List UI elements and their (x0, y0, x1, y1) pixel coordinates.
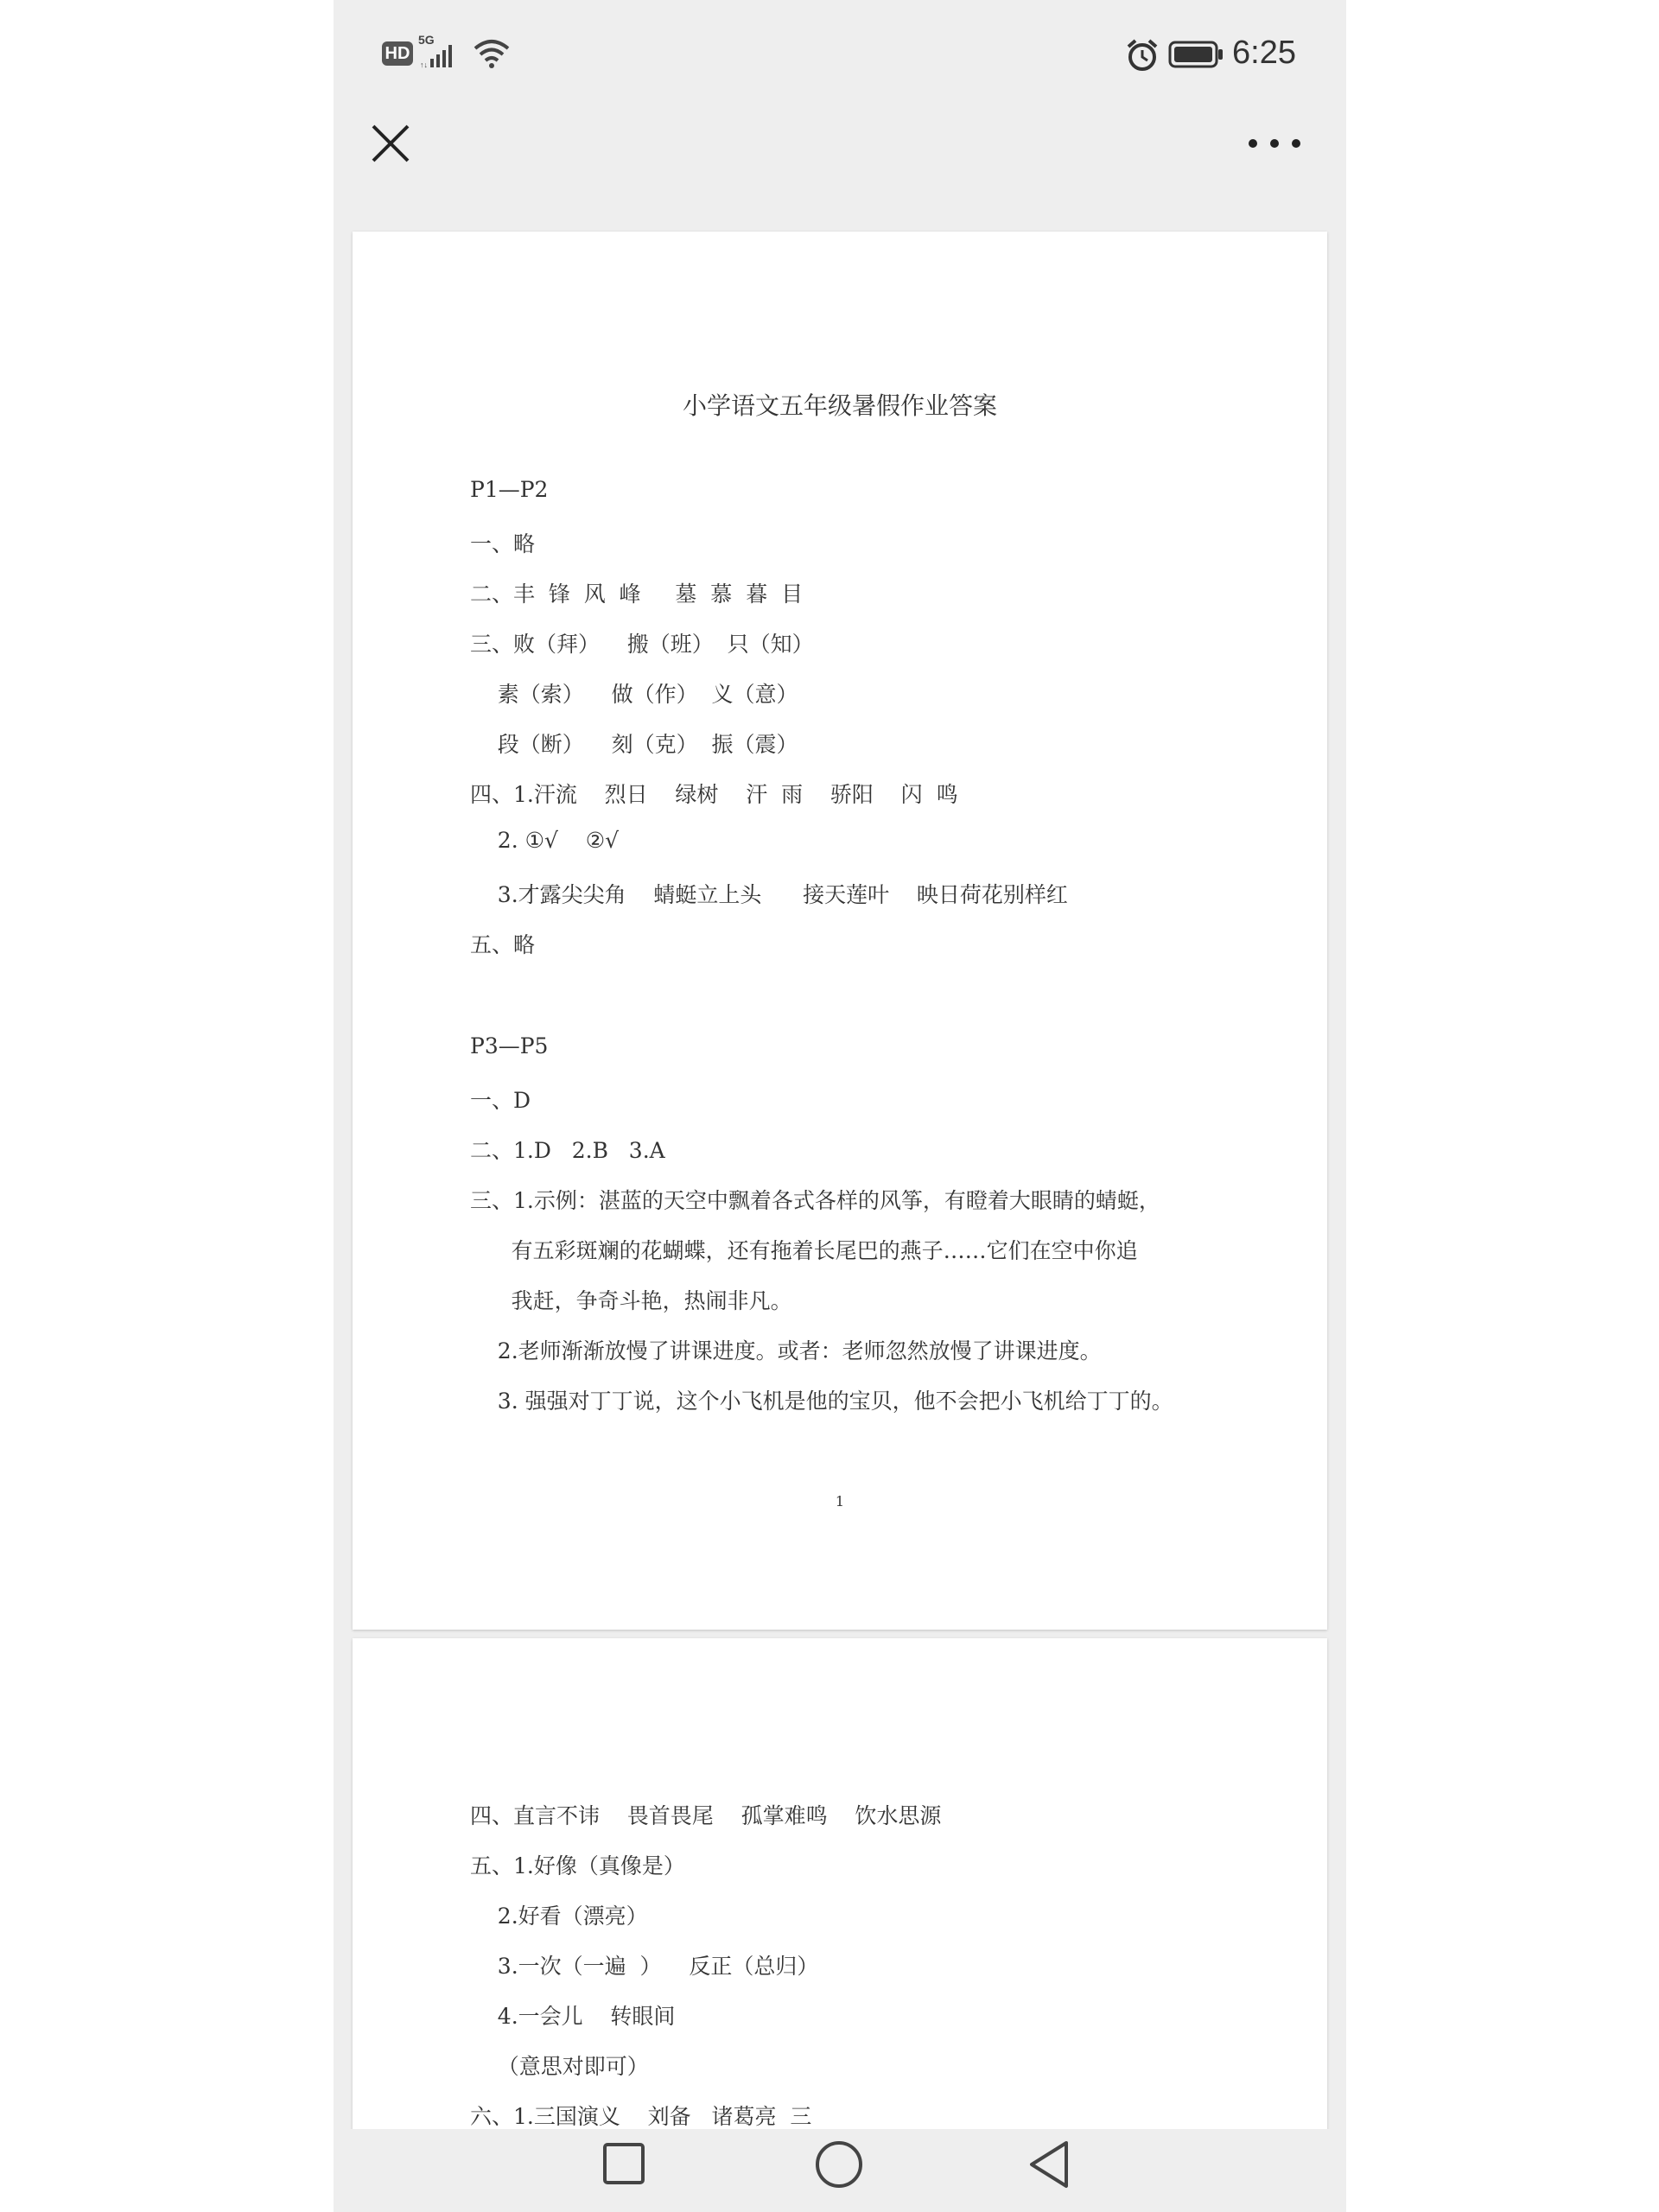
wifi-icon (472, 38, 512, 69)
answer-line: 3.才露尖尖角 蜻蜓立上头 接天莲叶 映日荷花别样红 (470, 882, 1068, 907)
alarm-icon (1125, 38, 1160, 73)
answer-line: 五、1.好像（真像是） (470, 1853, 685, 1878)
document-title: 小学语文五年级暑假作业答案 (682, 391, 997, 420)
answer-line: 二、丰 锋 风 峰 墓 慕 暮 目 (470, 582, 804, 607)
answer-line: 五、略 (470, 932, 536, 957)
answer-line: 一、D (470, 1088, 531, 1113)
answer-line: 我赶，争奇斗艳，热闹非凡。 (470, 1288, 792, 1313)
answer-line: 2.好看（漂亮） (470, 1904, 648, 1929)
answer-line: 六、1.三国演义 刘备 诸葛亮 三 (470, 2104, 812, 2129)
answer-line: 四、1.汗流 烈日 绿树 汗 雨 骄阳 闪 鸣 (470, 782, 958, 807)
document-viewer[interactable] (334, 206, 1346, 2129)
answer-line: 一、略 (470, 531, 536, 556)
hd-badge: HD (382, 41, 413, 66)
signal-icon (418, 40, 467, 69)
document-page-1 (353, 232, 1327, 1630)
answer-line: 三、败（拜） 搬（班） 只（知） (470, 632, 814, 657)
answer-line: 4.一会儿 转眼间 (470, 2004, 676, 2029)
answer-line: 2.老师渐渐放慢了讲课进度。或者：老师忽然放慢了讲课进度。 (470, 1338, 1102, 1363)
network-label: 5G (418, 33, 435, 47)
document-page-2 (353, 1638, 1327, 2129)
answer-line: 段（断） 刻（克） 振（震） (470, 732, 798, 757)
battery-icon (1168, 40, 1225, 69)
answer-line: P1—P2 (470, 477, 549, 502)
recent-apps-icon[interactable] (601, 2141, 646, 2186)
phone-screen (334, 0, 1346, 2212)
answer-line: 素（索） 做（作） 义（意） (470, 682, 798, 707)
answer-line: 3.一次（一遍 ） 反正（总归） (470, 1954, 819, 1979)
top-toolbar (334, 112, 1346, 206)
more-options-icon[interactable] (1244, 126, 1305, 161)
status-clock: 6:25 (1232, 35, 1296, 71)
answer-line: 四、直言不讳 畏首畏尾 孤掌难鸣 饮水思源 (470, 1803, 942, 1828)
page-number: 1 (835, 1493, 845, 1510)
answer-line: （意思对即可） (470, 2054, 649, 2079)
home-icon[interactable] (814, 2139, 864, 2190)
answer-line: 有五彩斑斓的花蝴蝶，还有拖着长尾巴的燕子……它们在空中你追 (470, 1238, 1138, 1263)
answer-line: 二、1.D 2.B 3.A (470, 1138, 665, 1163)
svg-text:↑↓: ↑↓ (420, 60, 428, 69)
back-icon[interactable] (1025, 2139, 1073, 2190)
answer-line: 2. ①√ ②√ (470, 828, 620, 853)
answer-line: 3. 强强对丁丁说，这个小飞机是他的宝贝，他不会把小飞机给丁丁的。 (470, 1389, 1173, 1414)
answer-line: 三、1.示例：湛蓝的天空中飘着各式各样的风筝，有瞪着大眼睛的蜻蜓， (470, 1188, 1160, 1213)
answer-line: P3—P5 (470, 1033, 549, 1058)
close-icon[interactable] (365, 118, 416, 169)
